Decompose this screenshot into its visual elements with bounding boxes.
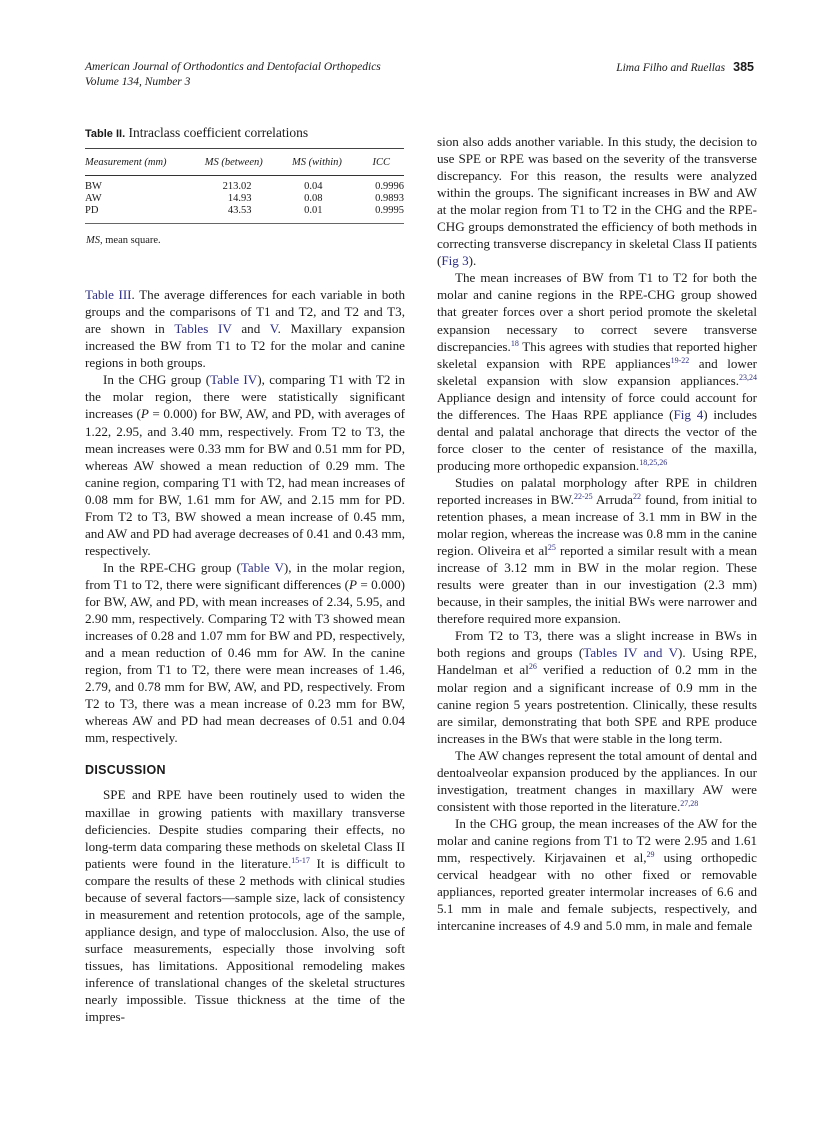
text: reported a similar result with a mean increase of 3.12 mm in BW in the molar region. These results were greater than in our investigation (2.3 mm) because, in their samples, the initial BWs were narrower and therefore required more expansion. <box>437 543 758 627</box>
table-ii <box>85 124 405 250</box>
col-header-icc: ICC <box>372 157 390 169</box>
text: = 0.000) for BW, AW, and PD, with mean increases of 2.34, 5.95, and 2.90 mm, respectively. Comparing T2 with T3 showed mean increases of 0.28 and 1.07 mm for BW and PD, respectively, and a mean reduction of 0.46 mm for AW. In the canine region, from T1 to T2, there were mean increases of 1.46, 2.79, and 0.78 mm for BW, AW, and PD, respectively. From T2 to T3, there was a mean increase of 0.23 mm for BW, whereas AW and PD had mean decreases of 0.51 and 0.04 mm, respectively. <box>85 576 405 746</box>
text: found, from initial to retention phases, a mean increase of 3.1 mm in BW in the molar region, whereas the increase was 0.8 mm in the canine region. Oliveira et al <box>437 491 757 559</box>
p-value-symbol: P <box>140 406 149 422</box>
text: From T2 to T3, there was a slight increase in BWs in both regions and groups ( <box>437 628 757 661</box>
journal-title: American Journal of Orthodontics and Dentofacial Orthopedics <box>85 61 381 73</box>
text: SPE and RPE have been routinely used to widen the maxillae in growing patients with maxillary transverse deficiencies. Despite studies comparing their effects, no long-term data comparing these methods on skeletal Class II patients were found in the literature. <box>85 787 405 871</box>
running-header-right <box>616 60 754 76</box>
footnote-text: mean square. <box>102 235 161 247</box>
citation-link[interactable]: 29 <box>646 849 655 859</box>
text: The mean increases of BW from T1 to T2 for both the molar and canine regions in the RPE-CHG group showed that greater forces over a short period promote the skeletal expansion necessary to correct severe transverse discrepancies. <box>437 270 757 354</box>
table-label: Table II. <box>85 128 126 140</box>
text: . Maxillary expansion increased the BW from T1 to T2 for the molar and canine regions in both groups. <box>85 321 406 371</box>
text: It is difficult to compare the results of these 2 methods with clinical studies because of several factors—sample size, lack of consistency in measurement and retention protocols, age of the sample, appliance design, and type of malocclusion. Also, the use of surface measurements, especially those involving soft tissues, has limitations. Appositional remodeling makes inference of translational changes of the skeletal structures nearly impossible. Tissue thickness at the time of the impres- <box>85 855 406 1025</box>
cell-ms-within: 0.08 <box>304 193 323 205</box>
paragraph <box>85 786 405 1025</box>
table-link[interactable]: Table IV <box>210 372 258 388</box>
table-link[interactable]: Tables IV and V <box>583 645 679 661</box>
running-header-left <box>85 60 381 90</box>
citation-link[interactable]: 18,25,26 <box>639 457 668 467</box>
text: = 0.000) for BW, AW, and PD, with averages of 1.22, 2.95, and 3.40 mm, respectively. From T2 to T3, the mean increases were 0.33 mm for BW and 0.51 mm for PD, whereas AW showed a mean reduction of 0.29 mm. The canine region, comparing T1 with T2, had mean increases of 0.08 mm for BW, 1.61 mm for AW, and 2.15 mm for PD. From T2 to T3, BW showed a mean increase of 0.45 mm, and AW and PD had average decreases of 0.41 and 0.43 mm, respectively. <box>85 406 405 558</box>
citation-link[interactable]: 18 <box>510 338 519 348</box>
citation-link[interactable]: 19-22 <box>670 355 690 365</box>
text: . The average differences for each variable in both groups and the comparisons of T1 and T2, and T2 and T3, are shown in <box>85 287 405 337</box>
paragraph <box>85 286 405 371</box>
paragraph <box>437 474 757 627</box>
text: and lower skeletal expansion with slow expansion appliances. <box>437 355 758 388</box>
paragraph <box>437 627 757 746</box>
table-row <box>85 193 404 205</box>
text: and <box>231 321 270 337</box>
citation-link[interactable]: 22 <box>632 491 641 501</box>
table-title: Intraclass coefficient correlations <box>128 125 309 140</box>
table-link[interactable]: Table III <box>85 287 132 303</box>
cell-measurement: AW <box>85 193 102 205</box>
page-number: 385 <box>733 60 754 74</box>
text: ). <box>468 253 477 269</box>
cell-measurement: BW <box>85 181 102 193</box>
col-header-ms-between: MS (between) <box>204 157 263 169</box>
cell-ms-between: 213.02 <box>222 181 252 193</box>
text: using orthopedic cervical headgear with no other fixed or removable appliances, reported greater intermolar increases of 6.6 and 5.1 mm in male and female subjects, respectively, and intercanine increases of 4.9 and 5.0 mm, in male and female <box>437 849 757 934</box>
cell-ms-within: 0.01 <box>304 205 323 217</box>
table-footer-row <box>85 224 404 251</box>
running-authors: Lima Filho and Ruellas <box>616 62 726 74</box>
col-header-ms-within: MS (within) <box>292 157 342 169</box>
citation-link[interactable]: 15-17 <box>291 855 310 865</box>
icc-table <box>85 148 404 250</box>
text: Studies on palatal morphology after RPE in children reported increases in BW. <box>437 474 757 507</box>
text: ). Using RPE, Handelman et al <box>437 645 757 678</box>
left-column <box>85 124 405 1025</box>
text: ), comparing T1 with T2 in the molar region, there were statistically significant increases ( <box>85 372 405 422</box>
paragraph <box>437 133 757 269</box>
text: This agrees with studies that reported higher skeletal expansion with RPE appliances <box>437 338 757 371</box>
text: Arruda <box>592 491 633 507</box>
cell-ms-between: 14.93 <box>227 193 252 205</box>
cell-icc: 0.9996 <box>375 181 404 193</box>
cell-ms-between: 43.53 <box>227 205 252 217</box>
table-row <box>85 176 404 194</box>
cell-icc: 0.9893 <box>375 193 404 205</box>
citation-link[interactable]: 22-25 <box>573 491 593 501</box>
journal-volume: Volume 134, Number 3 <box>85 76 191 88</box>
table-row <box>85 205 404 224</box>
text: verified a reduction of 0.2 mm in the molar region and a significant increase of 0.9 mm in the canine region 5 years postretention. Clinically, these results are similar, demonstrating that both SPE and RPE produce increases in the BWs that were stable in the long term. <box>437 662 757 746</box>
paragraph <box>85 371 405 559</box>
text: sion also adds another variable. In this study, the decision to use SPE or RPE was based on the severity of the transverse discrepancy. For this reason, the results were analyzed within the groups. The significant increases in BW and AW at the molar region from T1 to T2 in the CHG and the RPE-CHG groups demonstrated the efficiency of both methods in correcting transverse discrepancy in skeletal Class II patients ( <box>437 134 757 269</box>
table-caption <box>85 124 405 143</box>
cell-icc: 0.9995 <box>375 205 404 217</box>
paragraph <box>437 269 757 474</box>
table-footnote <box>85 224 404 251</box>
cell-ms-within: 0.04 <box>304 181 323 193</box>
table-header-row <box>85 149 404 176</box>
p-value-symbol: P <box>348 576 357 592</box>
footnote-abbr: MS, <box>86 235 103 247</box>
col-header-measurement: Measurement (mm) <box>85 157 167 169</box>
paragraph <box>437 815 757 934</box>
citation-link[interactable]: 27,28 <box>680 798 699 808</box>
text: In the RPE-CHG group ( <box>103 559 241 575</box>
cell-measurement: PD <box>85 205 99 217</box>
paragraph <box>437 747 757 815</box>
table-link[interactable]: Table V <box>240 559 284 575</box>
section-heading-discussion: DISCUSSION <box>85 763 166 778</box>
text: ) includes dental and palatal anchorage that directs the vector of the force closer to the center of resistance of the maxilla, producing more orthopedic expansion. <box>437 406 757 473</box>
text: The AW changes represent the total amount of dental and dentoalveolar expansion produced by the appliances. In our investigation, treatment changes in maxillary AW were consistent with those reported in the literature. <box>437 747 757 814</box>
table-link[interactable]: Tables IV <box>174 321 232 337</box>
citation-link[interactable]: 26 <box>528 662 537 672</box>
citation-link[interactable]: 25 <box>547 543 556 553</box>
paragraph <box>85 559 405 747</box>
text: In the CHG group, the mean increases of the AW for the molar and canine regions from T1 to T2 were 2.95 and 1.61 mm, respectively. Kirjavainen et al, <box>437 815 757 865</box>
figure-link[interactable]: Fig 4 <box>673 406 704 422</box>
text: ), in the molar region, from T1 to T2, there were significant differences ( <box>85 559 405 592</box>
table-link[interactable]: V <box>269 321 278 337</box>
text: In the CHG group ( <box>103 372 211 388</box>
citation-link[interactable]: 23,24 <box>739 372 757 382</box>
figure-link[interactable]: Fig 3 <box>441 253 469 269</box>
right-column <box>437 133 757 934</box>
text: Appliance design and intensity of force could account for the differences. The Haas RPE appliance ( <box>437 389 757 422</box>
